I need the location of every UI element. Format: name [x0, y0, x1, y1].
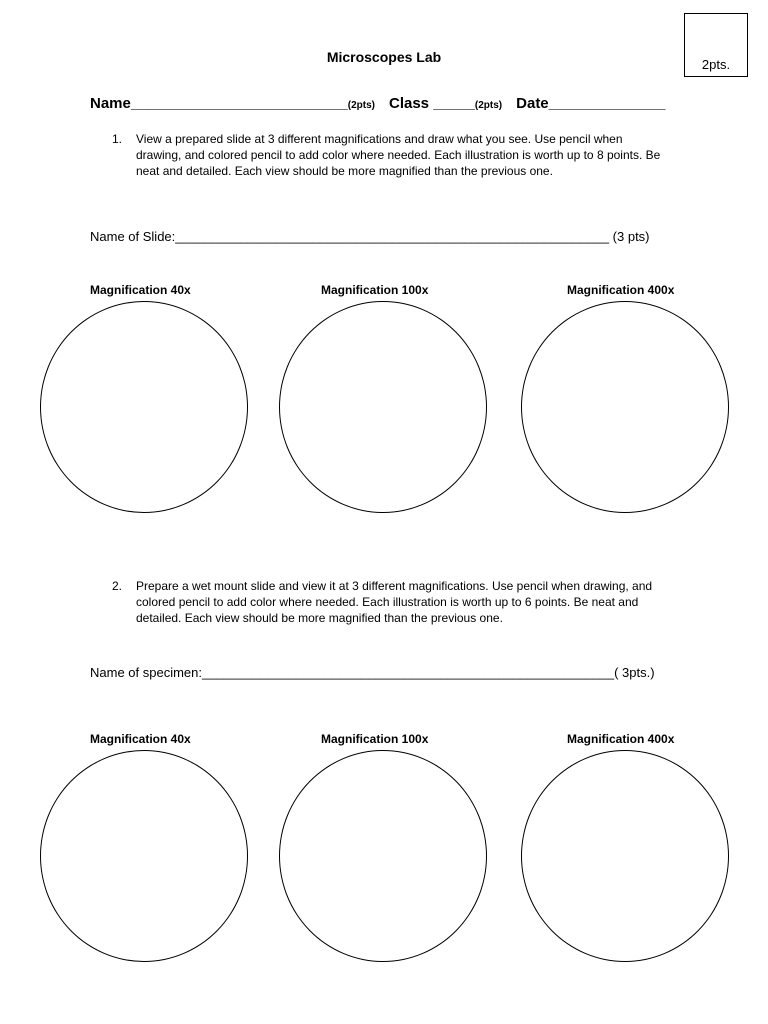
name-field[interactable]: Name__________________________: [90, 95, 348, 112]
date-field[interactable]: Date______________: [516, 95, 666, 112]
student-info-line: [90, 95, 665, 112]
instruction-1: [112, 131, 668, 179]
points-box-label: 2pts.: [701, 57, 731, 72]
magnification-400x-label: Magnification 400x: [567, 283, 675, 297]
drawing-circle-100x[interactable]: [279, 301, 487, 513]
drawing-circle-40x[interactable]: [40, 750, 248, 962]
class-field[interactable]: Class _____: [389, 95, 475, 112]
page-title: Microscopes Lab: [326, 49, 442, 65]
drawing-circle-400x[interactable]: [521, 750, 729, 962]
instruction-2: [112, 578, 668, 626]
magnification-40x-label: Magnification 40x: [90, 283, 191, 297]
instruction-2-number: 2.: [112, 579, 123, 593]
magnification-400x-label: Magnification 400x: [567, 732, 675, 746]
specimen-name-field[interactable]: Name of specimen:_________________________________________________________( 3pts.): [90, 665, 655, 680]
instruction-1-number: 1.: [112, 132, 123, 146]
magnification-100x-label: Magnification 100x: [321, 283, 429, 297]
slide-name-field[interactable]: Name of Slide:____________________________________________________________ (3 pts): [90, 229, 650, 244]
points-box: [684, 13, 748, 77]
class-points: (2pts): [474, 100, 503, 111]
instruction-2-text: Prepare a wet mount slide and view it at 3 different magnifications. Use pencil when drawing, and colored pencil to add color where needed. Each illustration is worth up to 6 points. Be neat and detailed. Each view should be more magnified than the previous one.: [136, 579, 653, 625]
name-points: (2pts): [347, 100, 375, 111]
magnification-100x-label: Magnification 100x: [321, 732, 429, 746]
drawing-circle-400x[interactable]: [521, 301, 729, 513]
magnification-40x-label: Magnification 40x: [90, 732, 191, 746]
drawing-circle-40x[interactable]: [40, 301, 248, 513]
instruction-1-text: View a prepared slide at 3 different magnifications and draw what you see. Use pencil when drawing, and colored pencil to add color where needed. Each illustration is worth up to 8 points. Be neat and detailed. Each view should be more magnified than the previous one.: [136, 132, 661, 178]
drawing-circle-100x[interactable]: [279, 750, 487, 962]
